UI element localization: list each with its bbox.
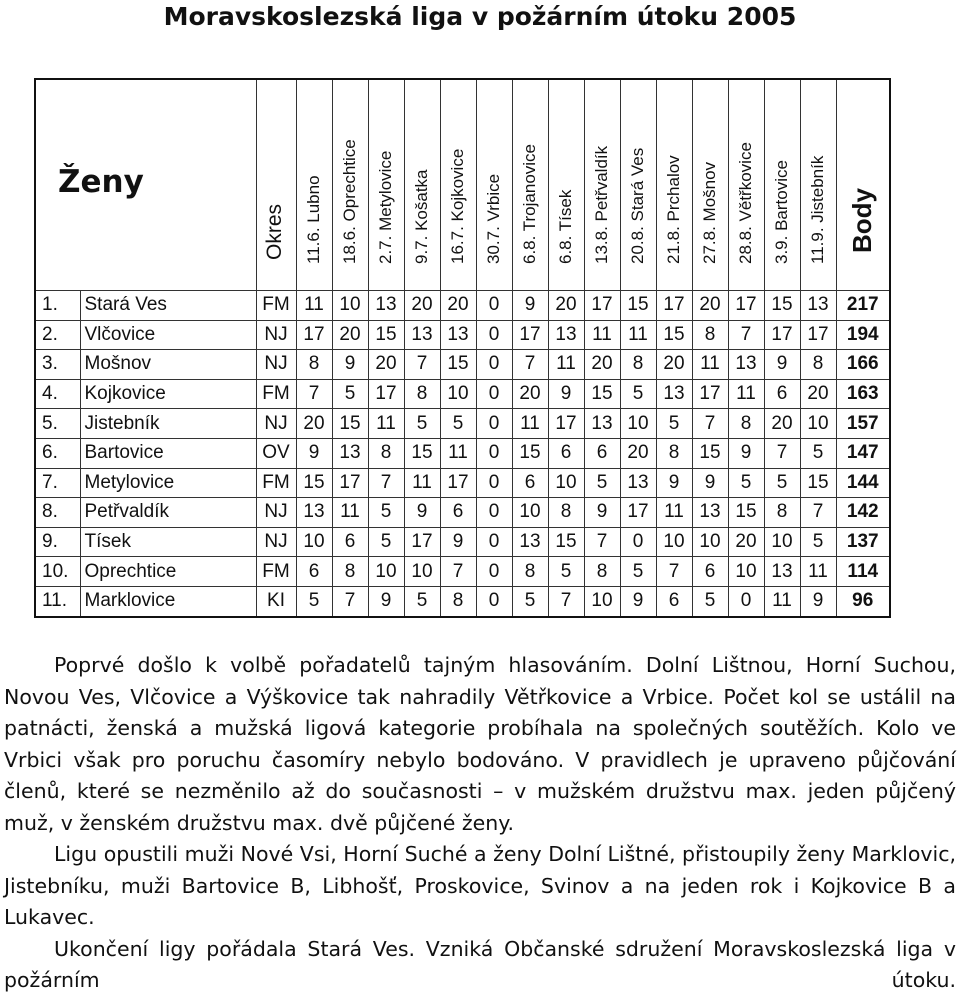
team-cell: Stará Ves [80, 291, 256, 321]
score-cell: 9 [800, 586, 836, 616]
score-cell: 11 [440, 438, 476, 468]
rank-cell: 1. [35, 291, 80, 321]
score-cell: 20 [656, 350, 692, 380]
score-cell: 9 [440, 527, 476, 557]
score-cell: 13 [728, 350, 764, 380]
score-cell: 8 [800, 350, 836, 380]
score-cell: 11 [404, 468, 440, 498]
score-cell: 0 [476, 468, 512, 498]
score-cell: 20 [692, 291, 728, 321]
okres-cell: KI [256, 586, 296, 616]
score-cell: 0 [476, 438, 512, 468]
score-cell: 6 [584, 438, 620, 468]
total-cell: 142 [836, 498, 890, 528]
score-cell: 10 [332, 291, 368, 321]
results-table-container [34, 78, 891, 618]
round-header: 3.9. Bartovice [764, 79, 800, 291]
score-cell: 9 [296, 438, 332, 468]
score-cell: 8 [656, 438, 692, 468]
round-header: 2.7. Metylovice [368, 79, 404, 291]
score-cell: 20 [368, 350, 404, 380]
score-cell: 20 [728, 527, 764, 557]
score-cell: 5 [404, 586, 440, 616]
score-cell: 8 [728, 409, 764, 439]
score-cell: 7 [728, 320, 764, 350]
score-cell: 15 [584, 379, 620, 409]
score-cell: 17 [332, 468, 368, 498]
paragraph: Ukončení ligy pořádala Stará Ves. Vzniká Občanské sdružení Moravskoslezská liga v požárním útoku. [4, 936, 956, 992]
score-cell: 10 [692, 527, 728, 557]
text-block [4, 650, 956, 997]
score-cell: 0 [476, 498, 512, 528]
score-cell: 17 [656, 291, 692, 321]
score-cell: 6 [332, 527, 368, 557]
total-cell: 114 [836, 557, 890, 587]
score-cell: 5 [296, 586, 332, 616]
score-cell: 13 [620, 468, 656, 498]
score-cell: 9 [512, 291, 548, 321]
score-cell: 7 [512, 350, 548, 380]
rank-cell: 6. [35, 438, 80, 468]
score-cell: 7 [332, 586, 368, 616]
okres-cell: NJ [256, 527, 296, 557]
round-header: 11.9. Jistebník [800, 79, 836, 291]
total-cell: 217 [836, 291, 890, 321]
score-cell: 7 [440, 557, 476, 587]
paragraph: Ligu opustili muži Nové Vsi, Horní Suché a ženy Dolní Lištné, přistoupily ženy Marklovic, Jistebníku, muži Bartovice B, Libhošť, Proskovice, Svinov a na jeden rok i Kojkovice B a Lukavec. [4, 842, 956, 929]
team-cell: Marklovice [80, 586, 256, 616]
score-cell: 5 [404, 409, 440, 439]
rank-cell: 7. [35, 468, 80, 498]
round-header: 28.8. Větřkovice [728, 79, 764, 291]
table-row [35, 498, 890, 528]
score-cell: 15 [656, 320, 692, 350]
score-cell: 13 [548, 320, 584, 350]
score-cell: 9 [332, 350, 368, 380]
score-cell: 11 [332, 498, 368, 528]
score-cell: 10 [512, 498, 548, 528]
table-row [35, 527, 890, 557]
score-cell: 5 [620, 379, 656, 409]
okres-cell: NJ [256, 320, 296, 350]
score-cell: 0 [476, 379, 512, 409]
rank-cell: 9. [35, 527, 80, 557]
score-cell: 17 [440, 468, 476, 498]
score-cell: 10 [404, 557, 440, 587]
score-cell: 15 [368, 320, 404, 350]
score-cell: 8 [548, 498, 584, 528]
score-cell: 20 [440, 291, 476, 321]
score-cell: 6 [512, 468, 548, 498]
score-cell: 11 [764, 586, 800, 616]
round-header: 21.8. Prchalov [656, 79, 692, 291]
score-cell: 11 [368, 409, 404, 439]
score-cell: 11 [728, 379, 764, 409]
score-cell: 13 [332, 438, 368, 468]
paragraph: Poprvé došlo k volbě pořadatelů tajným hlasováním. Dolní Lištnou, Horní Suchou, Novou Ves, Vlčovice a Výškovice tak nahradily Větřkovice a Vrbice. Počet kol se ustálil na patnácti, ženská a mužská ligová kategorie probíhala na společných soutěžích. Kolo ve Vrbici však pro poruchu časomíry nebylo bodováno. V pravidlech je upraveno půjčování členů, které se nezměnilo až do současnosti – v mužském družstvu max. jeden půjčený muž, v ženském družstvu max. dvě půjčené ženy. [4, 653, 956, 835]
table-row [35, 586, 890, 616]
round-header: 6.8. Tísek [548, 79, 584, 291]
score-cell: 10 [368, 557, 404, 587]
score-cell: 5 [800, 527, 836, 557]
score-cell: 11 [296, 291, 332, 321]
rank-cell: 10. [35, 557, 80, 587]
score-cell: 13 [404, 320, 440, 350]
total-cell: 163 [836, 379, 890, 409]
score-cell: 9 [728, 438, 764, 468]
score-cell: 7 [584, 527, 620, 557]
total-cell: 96 [836, 586, 890, 616]
score-cell: 11 [512, 409, 548, 439]
score-cell: 20 [512, 379, 548, 409]
round-header: 18.6. Oprechtice [332, 79, 368, 291]
score-cell: 0 [476, 586, 512, 616]
table-row [35, 438, 890, 468]
score-cell: 17 [512, 320, 548, 350]
score-cell: 15 [440, 350, 476, 380]
score-cell: 9 [692, 468, 728, 498]
team-cell: Tísek [80, 527, 256, 557]
score-cell: 9 [368, 586, 404, 616]
score-cell: 6 [296, 557, 332, 587]
team-cell: Metylovice [80, 468, 256, 498]
round-header: 13.8. Petřvaldík [584, 79, 620, 291]
okres-cell: NJ [256, 409, 296, 439]
score-cell: 6 [656, 586, 692, 616]
score-cell: 0 [728, 586, 764, 616]
score-cell: 6 [764, 379, 800, 409]
score-cell: 0 [476, 557, 512, 587]
score-cell: 8 [512, 557, 548, 587]
score-cell: 0 [620, 527, 656, 557]
table-body [35, 291, 890, 617]
page-title: Moravskoslezská liga v požárním útoku 2005 [163, 2, 797, 31]
score-cell: 13 [764, 557, 800, 587]
score-cell: 5 [656, 409, 692, 439]
score-cell: 15 [332, 409, 368, 439]
score-cell: 10 [800, 409, 836, 439]
score-cell: 0 [476, 527, 512, 557]
score-cell: 7 [692, 409, 728, 439]
score-cell: 10 [584, 586, 620, 616]
score-cell: 5 [368, 527, 404, 557]
score-cell: 20 [800, 379, 836, 409]
score-cell: 13 [800, 291, 836, 321]
okres-header: Okres [256, 79, 296, 291]
score-cell: 17 [764, 320, 800, 350]
score-cell: 8 [368, 438, 404, 468]
score-cell: 13 [512, 527, 548, 557]
score-cell: 5 [764, 468, 800, 498]
category-header [35, 79, 256, 291]
score-cell: 5 [728, 468, 764, 498]
rank-cell: 5. [35, 409, 80, 439]
body-header: Body [836, 79, 890, 291]
score-cell: 5 [512, 586, 548, 616]
score-cell: 6 [548, 438, 584, 468]
score-cell: 7 [800, 498, 836, 528]
score-cell: 6 [692, 557, 728, 587]
round-header: 20.8. Stará Ves [620, 79, 656, 291]
score-cell: 17 [548, 409, 584, 439]
score-cell: 17 [296, 320, 332, 350]
score-cell: 13 [584, 409, 620, 439]
score-cell: 7 [764, 438, 800, 468]
total-cell: 147 [836, 438, 890, 468]
score-cell: 13 [440, 320, 476, 350]
score-cell: 10 [296, 527, 332, 557]
score-cell: 17 [584, 291, 620, 321]
team-cell: Oprechtice [80, 557, 256, 587]
score-cell: 10 [440, 379, 476, 409]
total-cell: 137 [836, 527, 890, 557]
rank-cell: 2. [35, 320, 80, 350]
round-header: 30.7. Vrbice [476, 79, 512, 291]
team-cell: Kojkovice [80, 379, 256, 409]
score-cell: 5 [692, 586, 728, 616]
score-cell: 0 [476, 291, 512, 321]
score-cell: 15 [404, 438, 440, 468]
table-row [35, 379, 890, 409]
okres-cell: FM [256, 557, 296, 587]
round-header: 9.7. Košatka [404, 79, 440, 291]
score-cell: 11 [800, 557, 836, 587]
score-cell: 5 [620, 557, 656, 587]
team-cell: Petřvaldík [80, 498, 256, 528]
score-cell: 13 [296, 498, 332, 528]
rank-cell: 11. [35, 586, 80, 616]
score-cell: 5 [440, 409, 476, 439]
total-cell: 166 [836, 350, 890, 380]
score-cell: 5 [368, 498, 404, 528]
score-cell: 0 [476, 320, 512, 350]
total-cell: 157 [836, 409, 890, 439]
score-cell: 8 [332, 557, 368, 587]
score-cell: 6 [440, 498, 476, 528]
score-cell: 15 [620, 291, 656, 321]
score-cell: 17 [692, 379, 728, 409]
table-row [35, 557, 890, 587]
score-cell: 8 [296, 350, 332, 380]
score-cell: 20 [332, 320, 368, 350]
table-row [35, 468, 890, 498]
score-cell: 5 [800, 438, 836, 468]
score-cell: 11 [548, 350, 584, 380]
table-row [35, 291, 890, 321]
total-cell: 194 [836, 320, 890, 350]
score-cell: 10 [764, 527, 800, 557]
score-cell: 15 [728, 498, 764, 528]
table-row [35, 409, 890, 439]
score-cell: 8 [404, 379, 440, 409]
score-cell: 7 [296, 379, 332, 409]
score-cell: 5 [548, 557, 584, 587]
score-cell: 8 [764, 498, 800, 528]
score-cell: 13 [368, 291, 404, 321]
score-cell: 13 [656, 379, 692, 409]
team-cell: Jistebník [80, 409, 256, 439]
results-table [34, 78, 891, 618]
score-cell: 17 [620, 498, 656, 528]
okres-cell: FM [256, 379, 296, 409]
round-header: 6.8. Trojanovice [512, 79, 548, 291]
score-cell: 5 [332, 379, 368, 409]
score-cell: 15 [296, 468, 332, 498]
total-cell: 144 [836, 468, 890, 498]
score-cell: 17 [368, 379, 404, 409]
score-cell: 13 [692, 498, 728, 528]
score-cell: 9 [584, 498, 620, 528]
score-cell: 11 [656, 498, 692, 528]
score-cell: 0 [476, 409, 512, 439]
score-cell: 17 [728, 291, 764, 321]
score-cell: 5 [584, 468, 620, 498]
round-header: 11.6. Lubno [296, 79, 332, 291]
score-cell: 9 [656, 468, 692, 498]
rank-cell: 8. [35, 498, 80, 528]
team-cell: Vlčovice [80, 320, 256, 350]
rank-cell: 3. [35, 350, 80, 380]
score-cell: 20 [548, 291, 584, 321]
score-cell: 15 [764, 291, 800, 321]
score-cell: 8 [620, 350, 656, 380]
team-cell: Mošnov [80, 350, 256, 380]
okres-cell: FM [256, 468, 296, 498]
okres-cell: NJ [256, 350, 296, 380]
table-header-row [35, 79, 890, 291]
score-cell: 8 [440, 586, 476, 616]
score-cell: 20 [584, 350, 620, 380]
score-cell: 17 [404, 527, 440, 557]
score-cell: 8 [584, 557, 620, 587]
rank-cell: 4. [35, 379, 80, 409]
score-cell: 15 [800, 468, 836, 498]
score-cell: 15 [548, 527, 584, 557]
score-cell: 10 [548, 468, 584, 498]
round-header: 16.7. Kojkovice [440, 79, 476, 291]
score-cell: 0 [476, 350, 512, 380]
okres-cell: OV [256, 438, 296, 468]
round-header: 27.8. Mošnov [692, 79, 728, 291]
score-cell: 9 [620, 586, 656, 616]
score-cell: 11 [692, 350, 728, 380]
score-cell: 17 [800, 320, 836, 350]
table-row [35, 350, 890, 380]
score-cell: 11 [584, 320, 620, 350]
score-cell: 10 [656, 527, 692, 557]
score-cell: 7 [656, 557, 692, 587]
score-cell: 20 [404, 291, 440, 321]
category-label: Ženy [58, 164, 144, 200]
score-cell: 20 [296, 409, 332, 439]
score-cell: 20 [764, 409, 800, 439]
score-cell: 7 [548, 586, 584, 616]
score-cell: 7 [404, 350, 440, 380]
score-cell: 7 [368, 468, 404, 498]
score-cell: 9 [404, 498, 440, 528]
score-cell: 10 [620, 409, 656, 439]
score-cell: 15 [512, 438, 548, 468]
score-cell: 10 [728, 557, 764, 587]
team-cell: Bartovice [80, 438, 256, 468]
score-cell: 15 [692, 438, 728, 468]
score-cell: 9 [764, 350, 800, 380]
score-cell: 9 [548, 379, 584, 409]
okres-cell: NJ [256, 498, 296, 528]
score-cell: 11 [620, 320, 656, 350]
score-cell: 8 [692, 320, 728, 350]
table-row [35, 320, 890, 350]
score-cell: 20 [620, 438, 656, 468]
okres-cell: FM [256, 291, 296, 321]
